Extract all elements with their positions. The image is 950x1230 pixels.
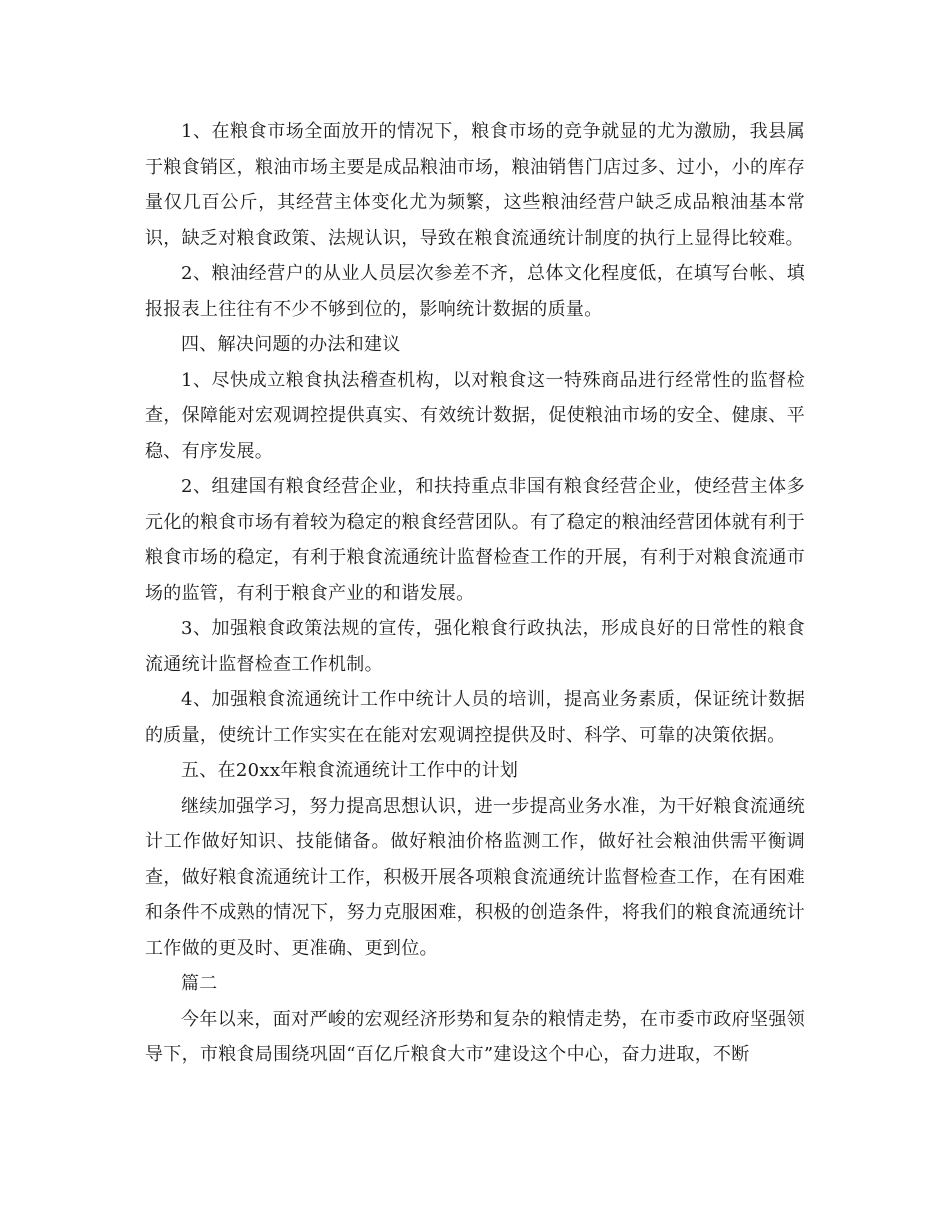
paragraph-enforcement-agency: 1、尽快成立粮食执法稽查机构，以对粮食这一特殊商品进行经常性的监督检查，保障能对宏观调控提供真实、有效统计数据，促使粮油市场的安全、健康、平稳、有序发展。 <box>145 369 805 462</box>
section-heading-plan: 五、在20xx年粮食流通统计工作中的计划 <box>181 760 519 781</box>
section-heading-solutions: 四、解决问题的办法和建议 <box>181 334 401 355</box>
paragraph-staff-training: 4、加强粮食流通统计工作中统计人员的培训，提高业务素质，保证统计数据的质量，使统计工作实实在在能对宏观调控提供及时、科学、可靠的决策依据。 <box>145 689 805 746</box>
document-body <box>145 114 805 1073</box>
paragraph-staff-quality: 2、粮油经营户的从业人员层次参差不齐，总体文化程度低，在填写台帐、填报报表上往往有不少不够到位的，影响统计数据的质量。 <box>145 263 805 320</box>
paragraph-state-enterprises: 2、组建国有粮食经营企业，和扶持重点非国有粮食经营企业，使经营主体多元化的粮食市场有着较为稳定的粮食经营团队。有了稳定的粮油经营团体就有利于粮食市场的稳定，有利于粮食流通统计监督检查工作的开展，有利于对粮食流通市场的监管，有利于粮食产业的和谐发展。 <box>145 476 805 604</box>
paragraph-policy-publicity: 3、加强粮食政策法规的宣传，强化粮食行政执法，形成良好的日常性的粮食流通统计监督检查工作机制。 <box>145 618 805 675</box>
paragraph-plan-details: 继续加强学习，努力提高思想认识，进一步提高业务水准，为干好粮食流通统计工作做好知识、技能储备。做好粮油价格监测工作，做好社会粮油供需平衡调查，做好粮食流通统计工作，积极开展各项粮食流通统计监督检查工作，在有困难和条件不成熟的情况下，努力克服困难，积极的创造条件，将我们的粮食流通统计工作做的更及时、更准确、更到位。 <box>145 795 805 959</box>
paragraph-market-competition: 1、在粮食市场全面放开的情况下，粮食市场的竞争就显的尤为激励，我县属于粮食销区，粮油市场主要是成品粮油市场，粮油销售门店过多、过小，小的库存量仅几百公斤，其经营主体变化尤为频繁，这些粮油经营户缺乏成品粮油基本常识，缺乏对粮食政策、法规认识，导致在粮食流通统计制度的执行上显得比较难。 <box>145 121 805 249</box>
paragraph-part-two-intro: 今年以来，面对严峻的宏观经济形势和复杂的粮情走势，在市委市政府坚强领导下，市粮食局围绕巩固“百亿斤粮食大市”建设这个中心，奋力进取，不断 <box>145 1008 805 1065</box>
section-heading-part-two: 篇二 <box>181 973 218 994</box>
